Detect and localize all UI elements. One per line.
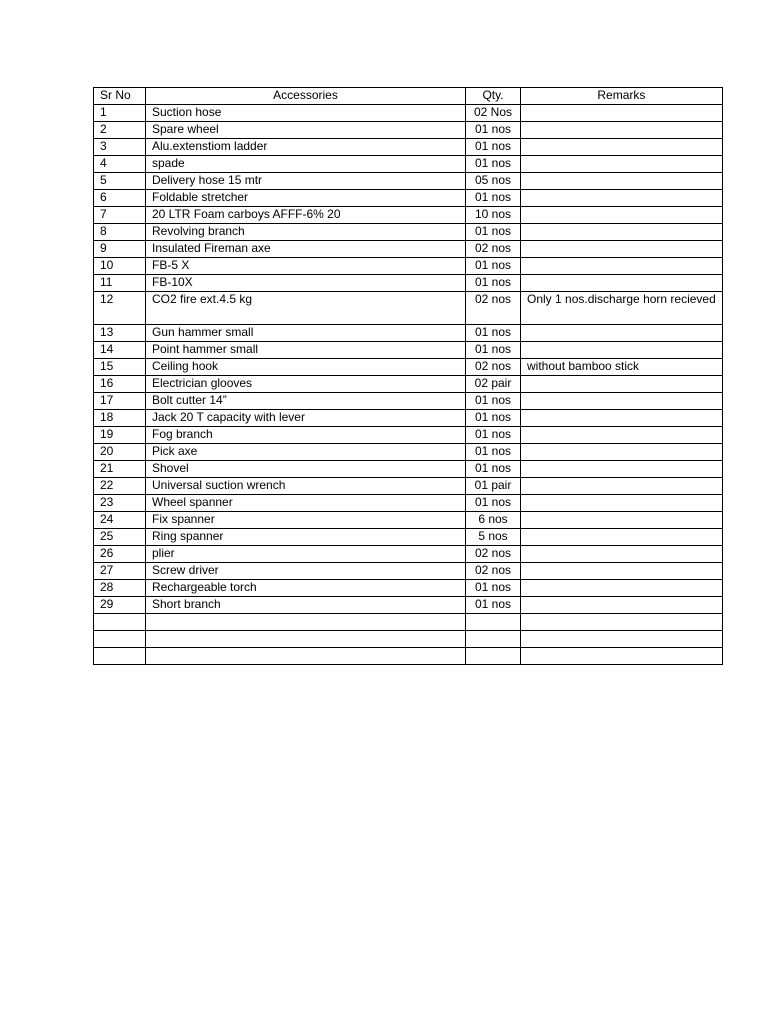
remarks-cell (521, 275, 723, 292)
sr-no-cell: 3 (94, 139, 146, 156)
table-row (94, 105, 723, 122)
remarks-cell (521, 325, 723, 342)
qty-cell: 01 nos (466, 597, 521, 614)
table-row (94, 563, 723, 580)
qty-cell: 01 nos (466, 342, 521, 359)
sr-no-cell: 19 (94, 427, 146, 444)
qty-cell: 02 nos (466, 292, 521, 325)
qty-cell (466, 631, 521, 648)
table-row (94, 258, 723, 275)
table-row (94, 546, 723, 563)
table-row (94, 529, 723, 546)
accessory-cell: Delivery hose 15 mtr (146, 173, 466, 190)
qty-cell: 01 nos (466, 427, 521, 444)
accessory-cell: plier (146, 546, 466, 563)
sr-no-cell: 7 (94, 207, 146, 224)
remarks-cell (521, 156, 723, 173)
accessory-cell: Suction hose (146, 105, 466, 122)
accessory-cell: spade (146, 156, 466, 173)
accessory-cell: Point hammer small (146, 342, 466, 359)
remarks-cell (521, 563, 723, 580)
remarks-cell (521, 478, 723, 495)
accessory-cell: Fog branch (146, 427, 466, 444)
remarks-cell (521, 648, 723, 665)
qty-cell: 01 nos (466, 122, 521, 139)
sr-no-cell: 14 (94, 342, 146, 359)
qty-cell: 5 nos (466, 529, 521, 546)
accessory-cell: Ceiling hook (146, 359, 466, 376)
accessories-table (93, 87, 723, 665)
qty-cell: 01 nos (466, 393, 521, 410)
remarks-cell (521, 410, 723, 427)
qty-cell: 02 nos (466, 546, 521, 563)
sr-no-cell: 26 (94, 546, 146, 563)
remarks-cell (521, 427, 723, 444)
sr-no-cell (94, 631, 146, 648)
remarks-cell (521, 546, 723, 563)
table-row (94, 376, 723, 393)
remarks-cell (521, 224, 723, 241)
remarks-cell (521, 529, 723, 546)
sr-no-cell: 22 (94, 478, 146, 495)
accessory-cell: FB-10X (146, 275, 466, 292)
sr-no-cell: 5 (94, 173, 146, 190)
remarks-cell (521, 393, 723, 410)
table-row (94, 478, 723, 495)
table-row (94, 444, 723, 461)
accessory-cell: Universal suction wrench (146, 478, 466, 495)
sr-no-cell: 4 (94, 156, 146, 173)
sr-no-cell: 21 (94, 461, 146, 478)
remarks-cell (521, 105, 723, 122)
sr-no-cell: 27 (94, 563, 146, 580)
sr-no-cell: 20 (94, 444, 146, 461)
remarks-cell (521, 444, 723, 461)
accessory-cell: Screw driver (146, 563, 466, 580)
accessory-cell: Insulated Fireman axe (146, 241, 466, 258)
remarks-cell (521, 258, 723, 275)
sr-no-cell: 8 (94, 224, 146, 241)
remarks-cell (521, 580, 723, 597)
qty-cell: 02 nos (466, 359, 521, 376)
sr-no-cell: 2 (94, 122, 146, 139)
accessory-cell (146, 631, 466, 648)
accessory-cell: Short branch (146, 597, 466, 614)
remarks-cell (521, 190, 723, 207)
table-row (94, 597, 723, 614)
sr-no-cell: 28 (94, 580, 146, 597)
sr-no-cell (94, 648, 146, 665)
header-accessories: Accessories (146, 88, 466, 105)
sr-no-cell: 11 (94, 275, 146, 292)
remarks-cell (521, 512, 723, 529)
table-row (94, 275, 723, 292)
qty-cell: 02 pair (466, 376, 521, 393)
sr-no-cell: 17 (94, 393, 146, 410)
qty-cell: 01 nos (466, 444, 521, 461)
table-row (94, 359, 723, 376)
sr-no-cell: 25 (94, 529, 146, 546)
table-row (94, 631, 723, 648)
sr-no-cell: 16 (94, 376, 146, 393)
header-qty: Qty. (466, 88, 521, 105)
remarks-cell (521, 342, 723, 359)
remarks-cell (521, 495, 723, 512)
accessory-cell: Fix spanner (146, 512, 466, 529)
remarks-cell (521, 139, 723, 156)
sr-no-cell: 18 (94, 410, 146, 427)
sr-no-cell: 13 (94, 325, 146, 342)
remarks-cell (521, 376, 723, 393)
remarks-cell (521, 597, 723, 614)
sr-no-cell: 1 (94, 105, 146, 122)
qty-cell: 01 nos (466, 156, 521, 173)
table-row (94, 427, 723, 444)
remarks-cell: without bamboo stick (521, 359, 723, 376)
sr-no-cell: 15 (94, 359, 146, 376)
accessory-cell: Rechargeable torch (146, 580, 466, 597)
table-header-row (94, 88, 723, 105)
table-row (94, 393, 723, 410)
accessory-cell (146, 614, 466, 631)
remarks-cell (521, 173, 723, 190)
qty-cell: 01 nos (466, 495, 521, 512)
table-row (94, 580, 723, 597)
qty-cell: 02 nos (466, 241, 521, 258)
sr-no-cell: 12 (94, 292, 146, 325)
qty-cell (466, 648, 521, 665)
table-row (94, 512, 723, 529)
qty-cell: 01 nos (466, 190, 521, 207)
qty-cell: 6 nos (466, 512, 521, 529)
table-row (94, 461, 723, 478)
remarks-cell (521, 631, 723, 648)
accessory-cell: FB-5 X (146, 258, 466, 275)
sr-no-cell: 23 (94, 495, 146, 512)
qty-cell: 01 nos (466, 410, 521, 427)
accessory-cell: Bolt cutter 14” (146, 393, 466, 410)
qty-cell: 01 nos (466, 461, 521, 478)
accessory-cell: Shovel (146, 461, 466, 478)
table-row (94, 156, 723, 173)
table-row (94, 648, 723, 665)
qty-cell: 01 nos (466, 139, 521, 156)
table-row (94, 139, 723, 156)
sr-no-cell: 29 (94, 597, 146, 614)
table-row (94, 241, 723, 258)
header-remarks: Remarks (521, 88, 723, 105)
table-row (94, 495, 723, 512)
sr-no-cell: 9 (94, 241, 146, 258)
qty-cell: 02 nos (466, 563, 521, 580)
remarks-cell (521, 122, 723, 139)
document-page (93, 87, 723, 665)
table-row (94, 190, 723, 207)
remarks-cell (521, 207, 723, 224)
remarks-cell (521, 461, 723, 478)
accessory-cell: Gun hammer small (146, 325, 466, 342)
table-row (94, 614, 723, 631)
qty-cell: 01 nos (466, 580, 521, 597)
accessory-cell: CO2 fire ext.4.5 kg (146, 292, 466, 325)
accessory-cell: Revolving branch (146, 224, 466, 241)
accessory-cell: Spare wheel (146, 122, 466, 139)
table-row (94, 292, 723, 325)
table-row (94, 410, 723, 427)
qty-cell: 01 nos (466, 224, 521, 241)
accessory-cell: Electrician glooves (146, 376, 466, 393)
accessory-cell (146, 648, 466, 665)
table-row (94, 224, 723, 241)
remarks-cell: Only 1 nos.discharge horn recieved (521, 292, 723, 325)
sr-no-cell: 10 (94, 258, 146, 275)
accessory-cell: 20 LTR Foam carboys AFFF-6% 20 (146, 207, 466, 224)
qty-cell (466, 614, 521, 631)
header-sr-no: Sr No (94, 88, 146, 105)
remarks-cell (521, 614, 723, 631)
qty-cell: 01 nos (466, 275, 521, 292)
accessory-cell: Ring spanner (146, 529, 466, 546)
qty-cell: 01 nos (466, 325, 521, 342)
qty-cell: 01 nos (466, 258, 521, 275)
remarks-cell (521, 241, 723, 258)
qty-cell: 02 Nos (466, 105, 521, 122)
table-row (94, 122, 723, 139)
accessory-cell: Jack 20 T capacity with lever (146, 410, 466, 427)
qty-cell: 10 nos (466, 207, 521, 224)
qty-cell: 05 nos (466, 173, 521, 190)
sr-no-cell: 24 (94, 512, 146, 529)
table-row (94, 173, 723, 190)
sr-no-cell (94, 614, 146, 631)
table-row (94, 342, 723, 359)
accessory-cell: Wheel spanner (146, 495, 466, 512)
accessory-cell: Pick axe (146, 444, 466, 461)
qty-cell: 01 pair (466, 478, 521, 495)
accessory-cell: Alu.extenstiom ladder (146, 139, 466, 156)
table-row (94, 207, 723, 224)
table-body (94, 105, 723, 665)
sr-no-cell: 6 (94, 190, 146, 207)
accessory-cell: Foldable stretcher (146, 190, 466, 207)
table-row (94, 325, 723, 342)
